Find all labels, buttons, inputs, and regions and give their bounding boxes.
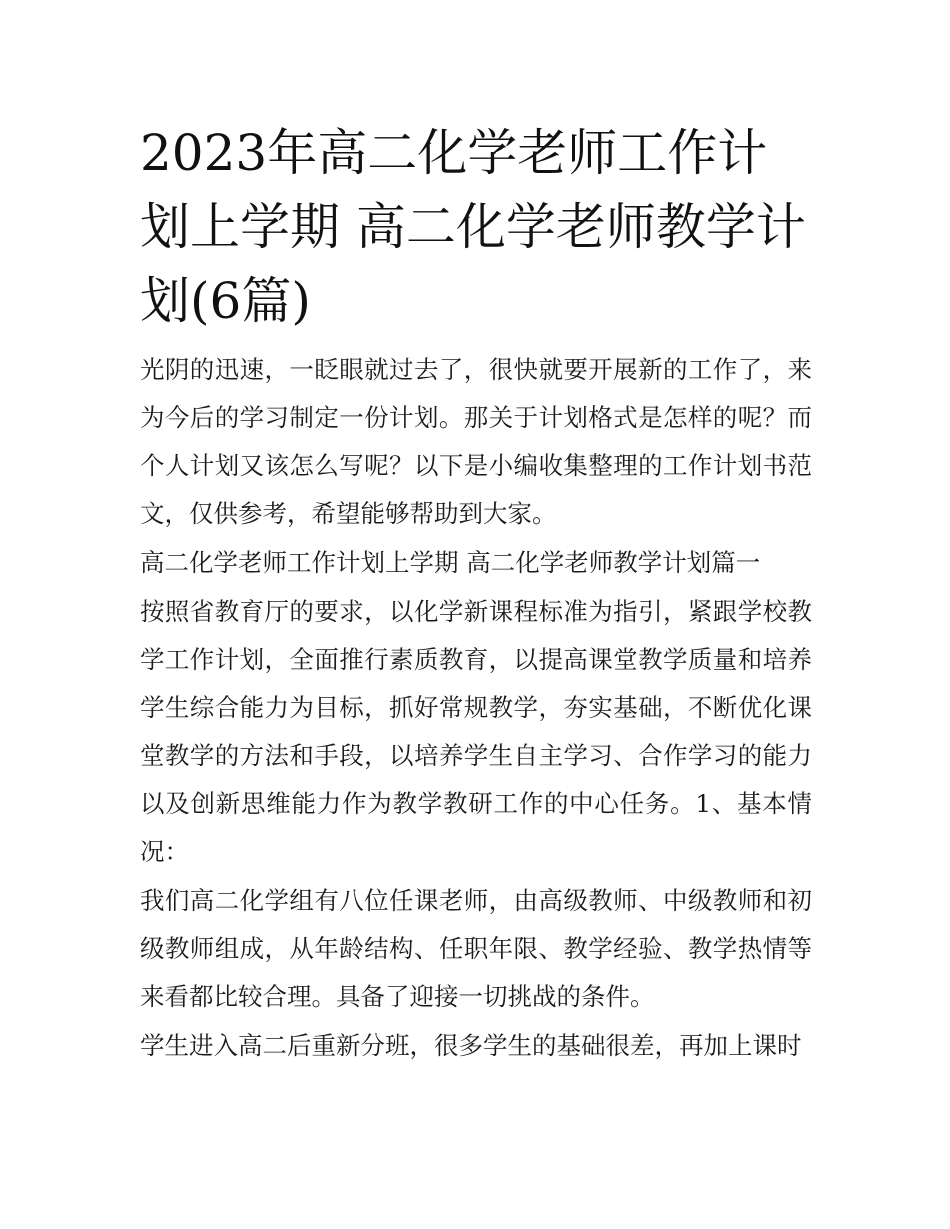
document-title: 2023年高二化学老师工作计划上学期 高二化学老师教学计划(6篇) [140,124,806,330]
paragraph-students: 学生进入高二后重新分班，很多学生的基础很差，再加上课时 [140,1031,802,1060]
paragraph-requirements: 按照省教育厅的要求，以化学新课程标准为指引，紧跟学校教学工作计划，全面推行素质教育，以提高课堂教学质量和培养学生综合能力为目标，抓好常规教学，夯实基础，不断优化课堂教学的方法和手段，以培养学生自主学习、合作学习的能力以及创新思维能力作为教学教研工作的中心任务。1、基本情况： [140,597,812,866]
section-heading: 高二化学老师工作计划上学期 高二化学老师教学计划篇一 [140,548,761,577]
paragraph-teachers: 我们高二化学组有八位任课老师，由高级教师、中级教师和初级教师组成，从年龄结构、任职年限、教学经验、教学热情等来看都比较合理。具备了迎接一切挑战的条件。 [140,886,812,1011]
document-body [140,116,812,1071]
paragraph-intro: 光阴的迅速，一眨眼就过去了，很快就要开展新的工作了，来为今后的学习制定一份计划。那关于计划格式是怎样的呢？而个人计划又该怎么写呢？以下是小编收集整理的工作计划书范文，仅供参考，希望能够帮助到大家。 [140,355,812,528]
